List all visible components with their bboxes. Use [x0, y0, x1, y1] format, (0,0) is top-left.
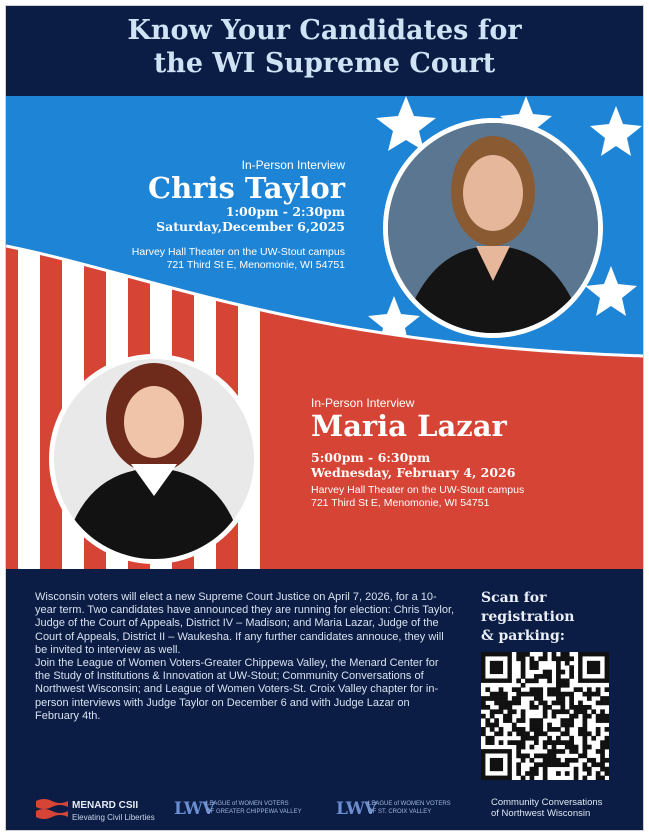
candidate-1-label: In-Person Interview: [241, 158, 345, 172]
menard-name: MENARD CSII: [72, 800, 139, 811]
lwv-mark: LWV: [336, 799, 377, 819]
lwv-chippewa-logo: [174, 799, 314, 825]
description: [35, 591, 455, 723]
candidate-1-time: 1:00pm - 2:30pm: [225, 204, 345, 219]
lwv-st-croix-line2: OF ST. CROIX VALLEY: [368, 809, 432, 815]
candidate-1-info: [132, 158, 345, 272]
candidate-2-info: [311, 396, 524, 510]
menard-csii-logo: [36, 797, 155, 825]
candidate-1-venue: Harvey Hall Theater on the UW-Stout campus: [131, 246, 345, 258]
candidate-2-name: Maria Lazar: [311, 409, 507, 443]
lwv-chippewa-line2: OF GREATER CHIPPEWA VALLEY: [206, 809, 302, 815]
candidate-2-address: 721 Third St E, Menomonie, WI 54751: [311, 497, 490, 509]
menard-flag-icon: [36, 797, 68, 823]
candidate-1-name: Chris Taylor: [148, 171, 345, 205]
lwv-chippewa-line1: LEAGUE of WOMEN VOTERS: [206, 801, 289, 807]
cc-line-2: of Northwest Wisconsin: [491, 808, 591, 819]
candidate-1-address: 721 Third St E, Menomonie, WI 54751: [166, 259, 345, 271]
sponsor-logos: [6, 791, 644, 831]
scan-heading: [481, 589, 575, 646]
candidate-2-date: Wednesday, February 4, 2026: [311, 465, 516, 480]
scan-line-3: & parking:: [481, 628, 565, 644]
scan-line-1: Scan for: [481, 590, 547, 606]
community-conversations-logo: [491, 797, 636, 825]
description-paragraph-1: Wisconsin voters will elect a new Supreme Court Justice on April 7, 2026, for a 10-year term. Two candidates have announced they are running for election: Chris Taylor, Judge of the Court of Appeals, District IV – Madison; and Maria Lazar, Judge of the Court of Appeals, District II – Waukesha. If any further candidates annouce, they will be invited to interview as well.: [35, 591, 455, 656]
candidate-2-time: 5:00pm - 6:30pm: [311, 450, 431, 465]
candidate-2-label: In-Person Interview: [311, 396, 415, 410]
menard-tagline: Elevating Civil Liberties: [72, 813, 155, 822]
qr-code-graphic: [481, 652, 609, 780]
qr-code[interactable]: [481, 652, 609, 780]
candidate-1-date: Saturday,December 6,2025: [156, 219, 345, 234]
lwv-st-croix-line1: LEAGUE of WOMEN VOTERS: [368, 801, 451, 807]
title-line-1: Know Your Candidates for: [127, 15, 522, 46]
title-line-2: the WI Supreme Court: [153, 48, 496, 79]
flyer-title: [6, 6, 643, 96]
flyer: [5, 5, 644, 831]
info-section: [6, 569, 644, 831]
hero-banner: [6, 96, 644, 569]
description-paragraph-2: Join the League of Women Voters-Greater Chippewa Valley, the Menard Center for the Study of Institutions & Innovation at UW-Stout; Community Conversations of Northwest Wisconsin; and League of Women Voters-St. Croix Valley chapter for in-person interviews with Judge Taylor on December 6 and with Judge Lazar on February 4th.: [35, 657, 439, 722]
cc-line-1: Community Conversations: [491, 797, 603, 808]
lwv-st-croix-logo: [336, 799, 476, 825]
lwv-mark: LWV: [174, 799, 215, 819]
candidate-2-venue: Harvey Hall Theater on the UW-Stout campus: [311, 484, 525, 496]
scan-line-2: registration: [481, 609, 575, 625]
